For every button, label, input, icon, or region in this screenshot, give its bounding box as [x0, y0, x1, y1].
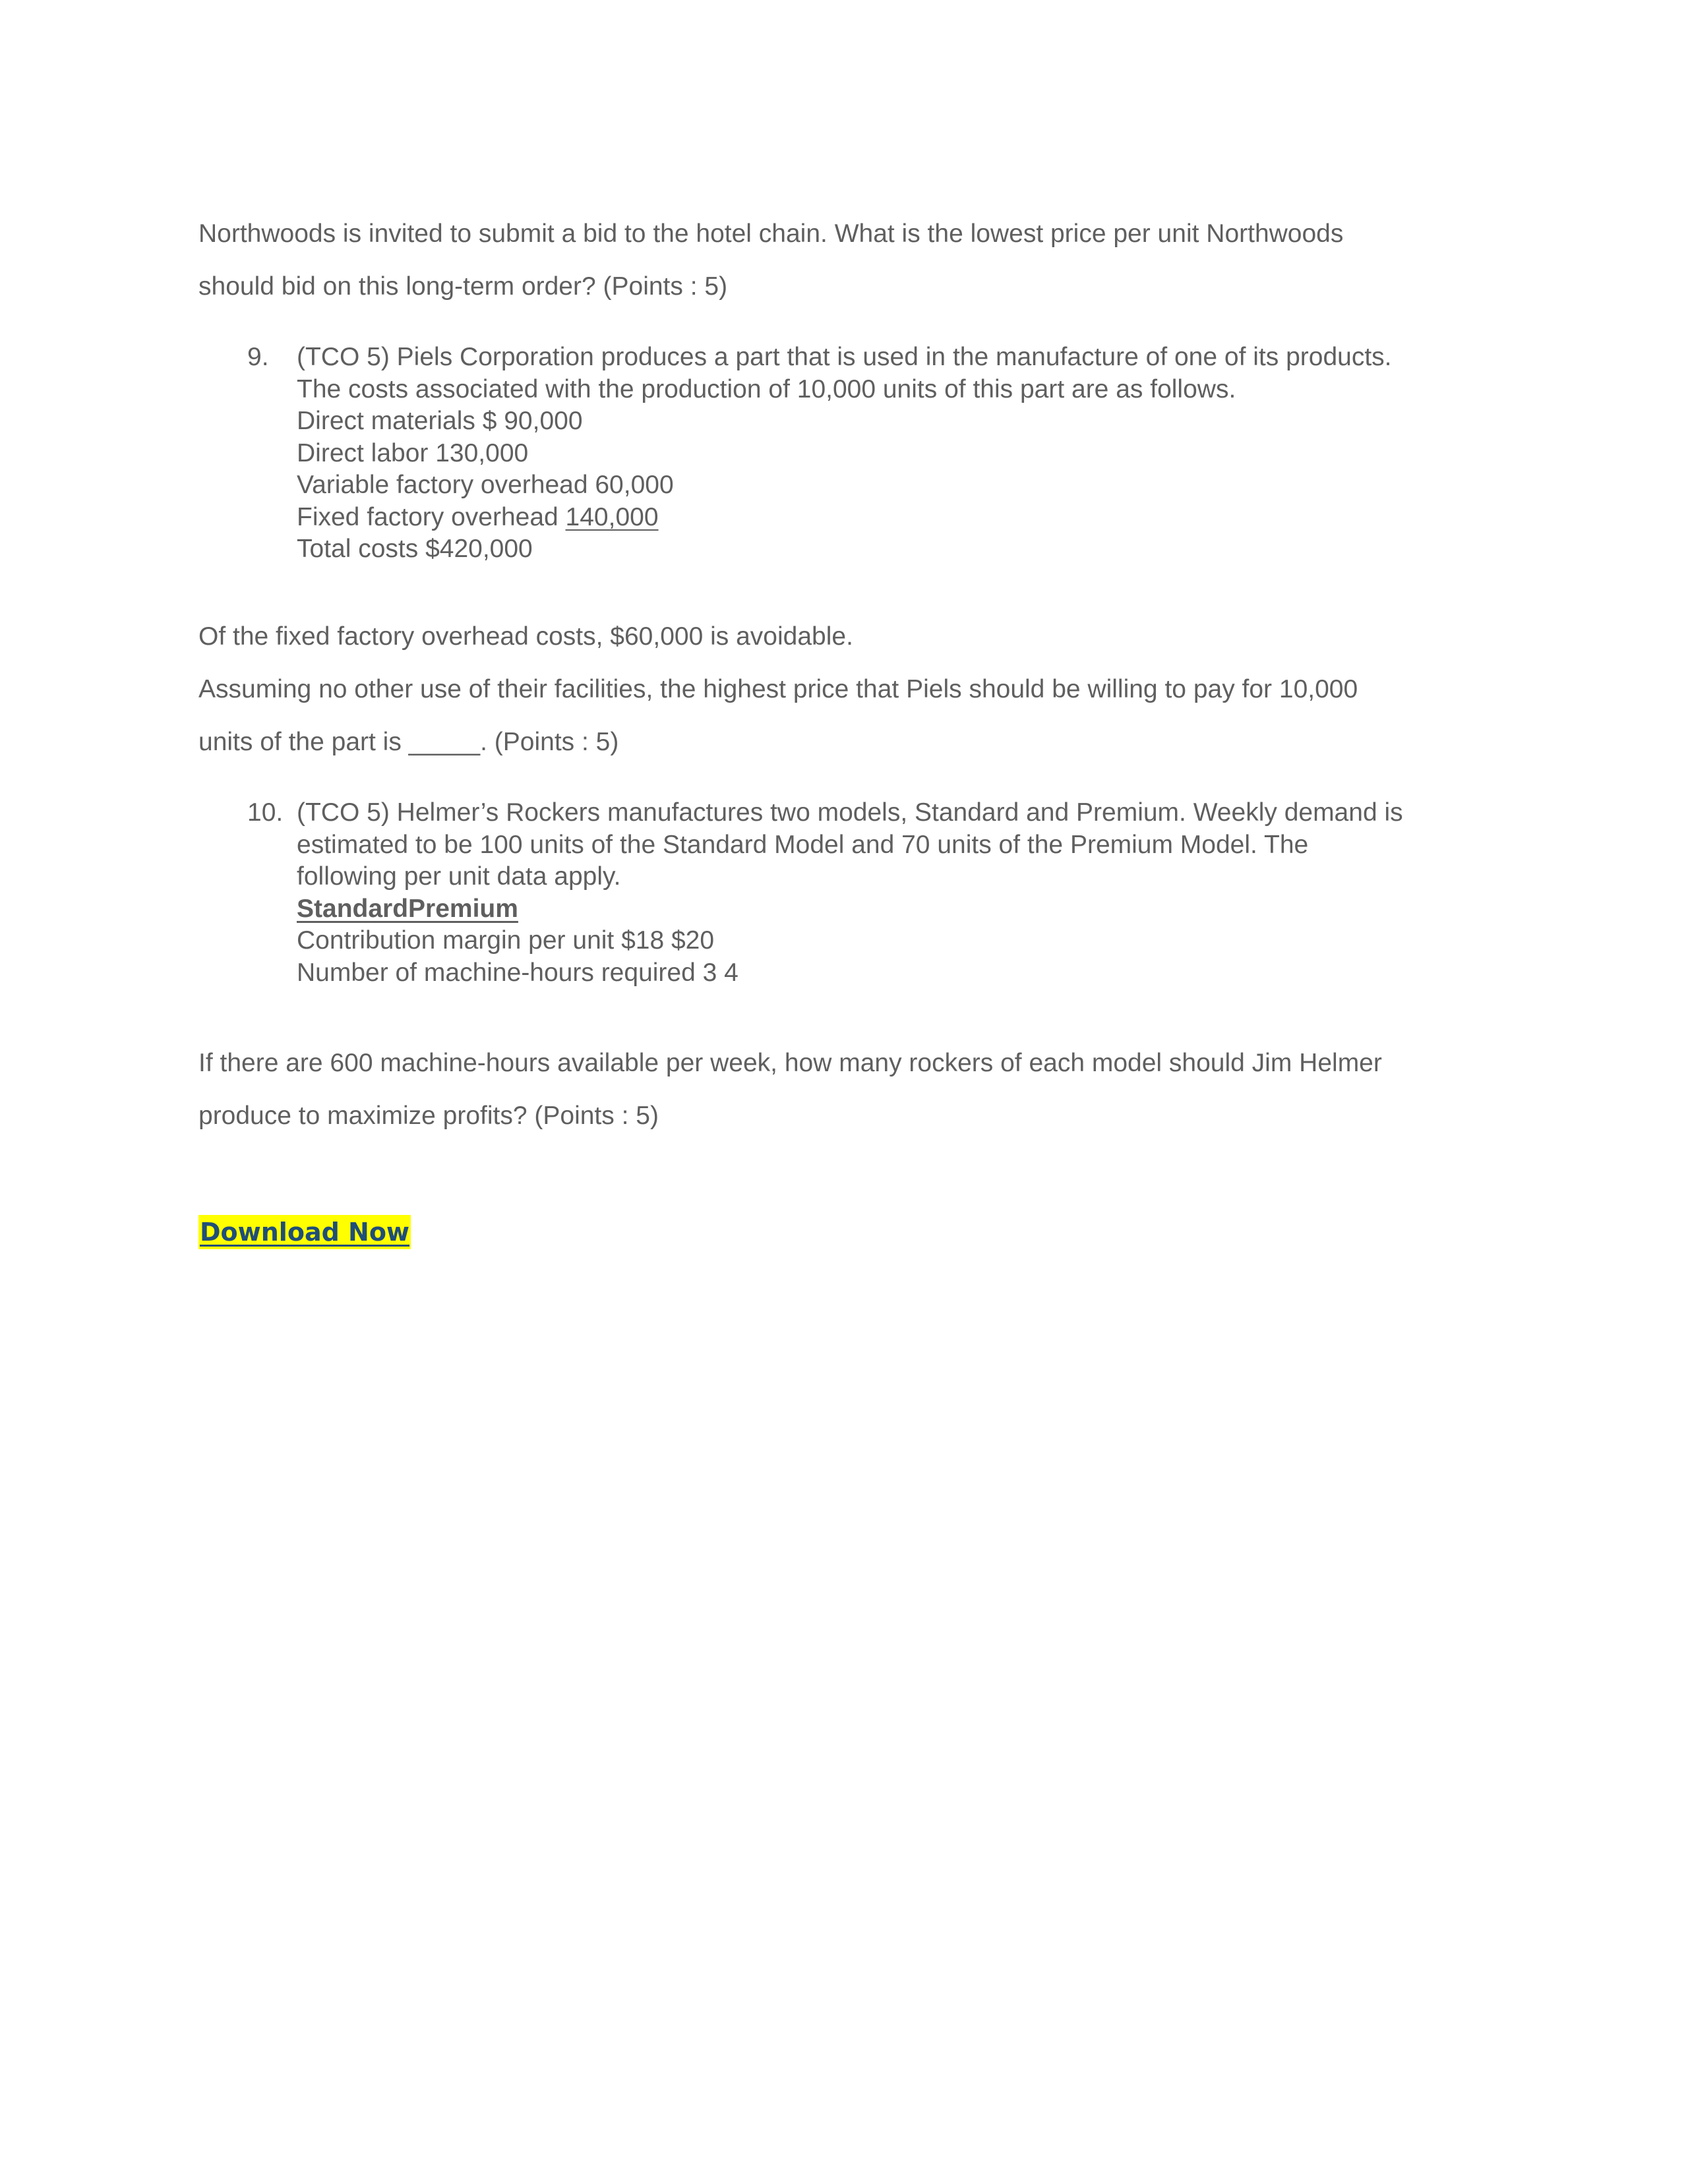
cost-line-direct-labor: Direct labor 130,000 [297, 438, 529, 467]
followup-line: If there are 600 machine-hours available per week, how many rockers of each model should Jim Helmer [198, 1049, 1382, 1077]
question-line: (TCO 5) Piels Corporation produces a part that is used in the manufacture of one of its products. [297, 343, 1392, 371]
fixed-overhead-label: Fixed factory overhead [297, 502, 566, 531]
table-row-machine-hours: Number of machine-hours required 3 4 [297, 958, 738, 987]
fixed-overhead-value: 140,000 [565, 502, 659, 531]
cost-line-fixed-overhead [297, 502, 1503, 534]
followup-line: Assuming no other use of their facilities, the highest price that Piels should be willing to pay for 10,000 [198, 675, 1358, 703]
cost-line-variable-overhead: Variable factory overhead 60,000 [297, 471, 674, 499]
q9-followup-paragraph [198, 610, 1511, 769]
question-body [297, 797, 1503, 989]
question-body [297, 341, 1503, 566]
followup-line: produce to maximize profits? (Points : 5) [198, 1102, 659, 1130]
table-header-line [297, 893, 1503, 926]
intro-paragraph [198, 208, 1511, 313]
cost-line-direct-materials: Direct materials $ 90,000 [297, 407, 583, 435]
question-line: estimated to be 100 units of the Standard Model and 70 units of the Premium Model. The [297, 830, 1309, 859]
download-now-link[interactable]: Download Now [198, 1215, 411, 1249]
followup-line: units of the part is _____. (Points : 5) [198, 728, 619, 756]
q10-followup-paragraph [198, 1037, 1511, 1142]
question-line: following per unit data apply. [297, 862, 621, 891]
table-row-contribution-margin: Contribution margin per unit $18 $20 [297, 926, 715, 955]
table-header: StandardPremium [297, 894, 518, 923]
question-number: 9. [247, 343, 269, 371]
question-line: The costs associated with the production of 10,000 units of this part are as follows. [297, 374, 1236, 403]
intro-line: Northwoods is invited to submit a bid to the hotel chain. What is the lowest price per unit Northwoods [198, 220, 1344, 248]
question-number: 10. [247, 798, 284, 827]
followup-line: Of the fixed factory overhead costs, $60,000 is avoidable. [198, 622, 853, 651]
intro-line: should bid on this long-term order? (Points : 5) [198, 272, 728, 301]
question-line: (TCO 5) Helmer’s Rockers manufactures two models, Standard and Premium. Weekly demand is [297, 798, 1403, 827]
cost-line-total: Total costs $420,000 [297, 535, 533, 563]
